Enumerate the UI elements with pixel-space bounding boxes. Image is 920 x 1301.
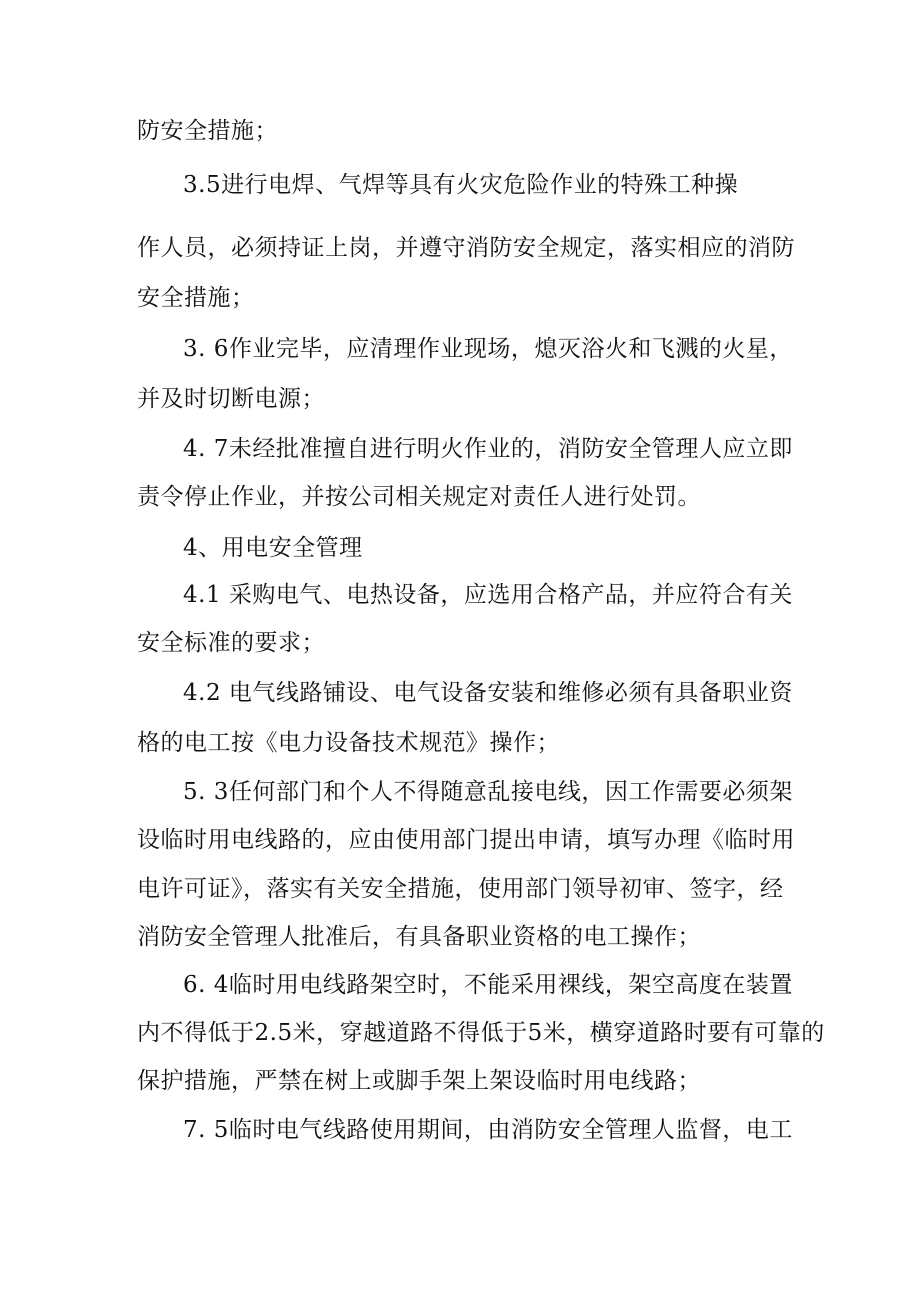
text-line: 设临时用电线路的，应由使用部门提出申请，填写办理《临时用 [137, 827, 795, 853]
text-line: 电许可证》，落实有关安全措施，使用部门领导初审、签字，经 [137, 876, 784, 902]
text-line: 保护措施，严禁在树上或脚手架上架设临时用电线路； [137, 1068, 701, 1094]
text-line: 内不得低于2.5米，穿越道路不得低于5米，横穿道路时要有可靠的 [137, 1020, 825, 1046]
text-line: 5. 3任何部门和个人不得随意乱接电线，因工作需要必须架 [183, 779, 793, 805]
text-line: 3. 6作业完毕，应清理作业现场，熄灭浴火和飞溅的火星， [183, 336, 793, 362]
text-line: 4. 7未经批准擅自进行明火作业的，消防安全管理人应立即 [183, 436, 793, 462]
text-line: 消防安全管理人批准后，有具备职业资格的电工操作； [137, 924, 701, 950]
text-line: 格的电工按《电力设备技术规范》操作； [137, 730, 560, 756]
text-line: 安全措施； [137, 285, 255, 311]
text-line: 4.2 电气线路铺设、电气设备安装和维修必须有具备职业资 [183, 680, 793, 706]
text-line: 责令停止作业，并按公司相关规定对责任人进行处罚。 [137, 484, 701, 510]
text-line: 安全标准的要求； [137, 630, 325, 656]
text-line: 作人员，必须持证上岗，并遵守消防安全规定，落实相应的消防 [137, 235, 795, 261]
section-heading: 4、用电安全管理 [183, 535, 363, 561]
text-line: 3.5进行电焊、气焊等具有火灾危险作业的特殊工种操 [183, 172, 739, 198]
text-line: 7. 5临时电气线路使用期间，由消防安全管理人监督，电工 [183, 1117, 793, 1143]
text-line: 4.1 采购电气、电热设备，应选用合格产品，并应符合有关 [183, 582, 793, 608]
text-line: 并及时切断电源； [137, 386, 325, 412]
text-line: 6. 4临时用电线路架空时，不能采用裸线，架空高度在装置 [183, 972, 793, 998]
text-line: 防安全措施； [137, 118, 278, 144]
